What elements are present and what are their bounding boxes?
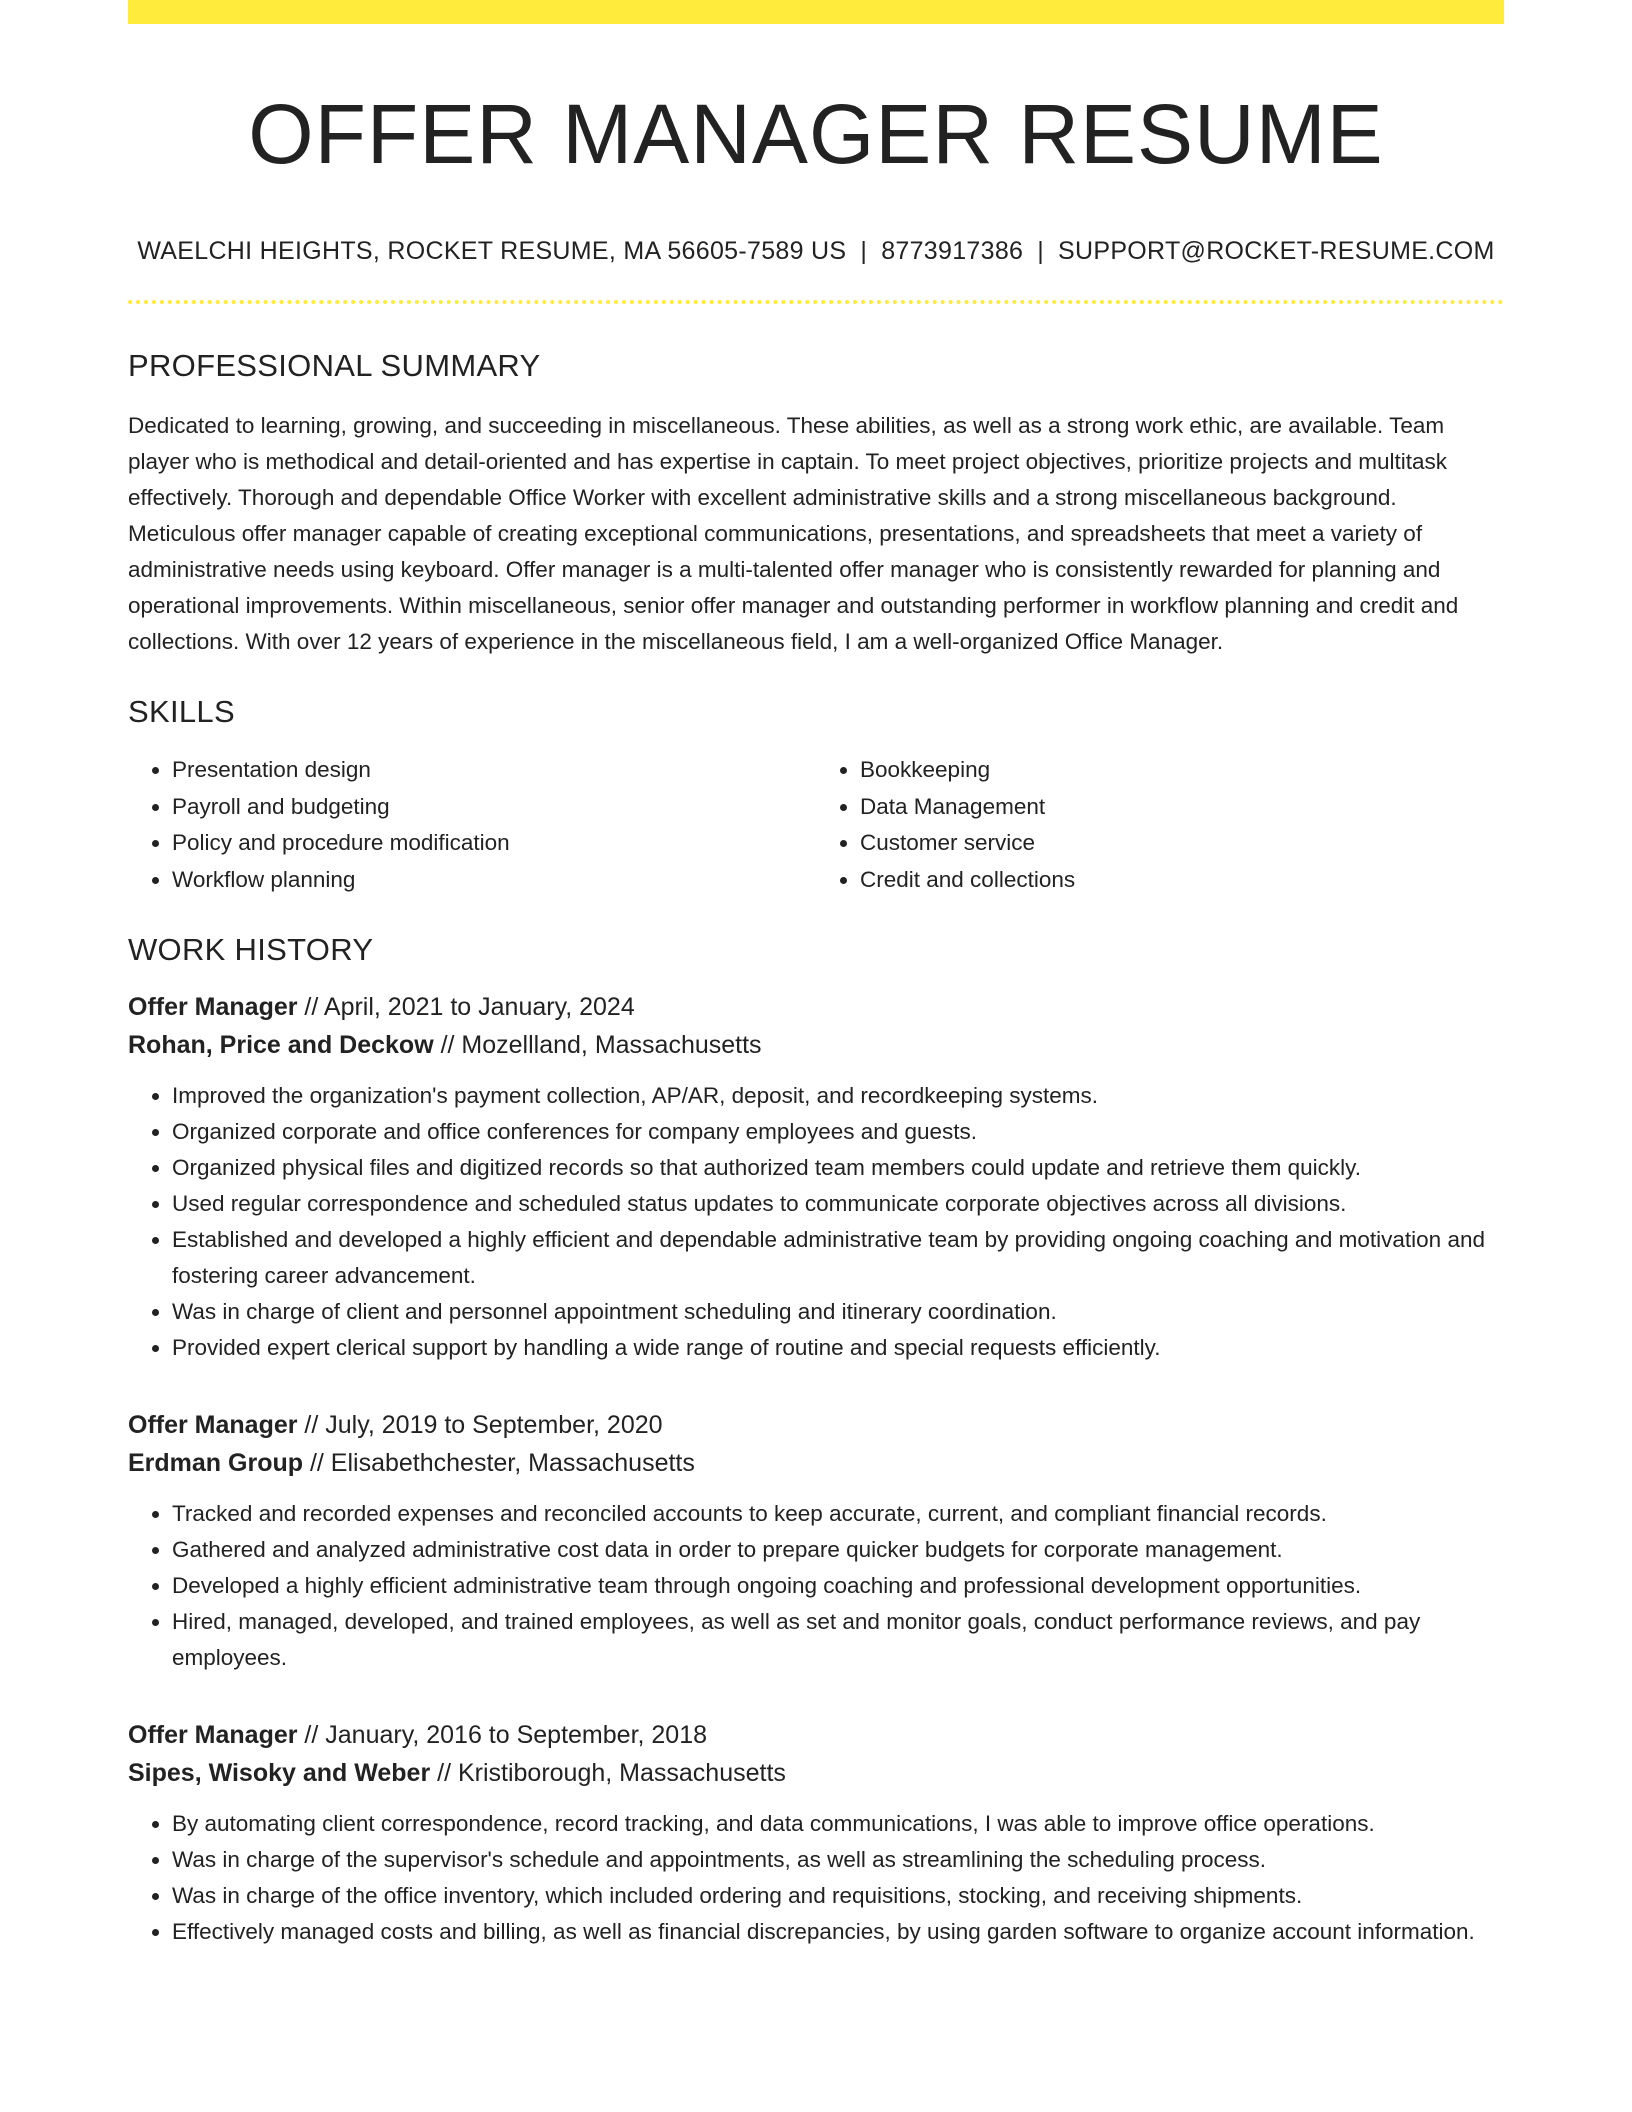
top-accent-bar: [128, 0, 1504, 24]
skill-item: • Payroll and budgeting: [172, 789, 816, 826]
job-title: Offer Manager: [128, 1721, 298, 1749]
job-bullets: [128, 1496, 1504, 1676]
job-dates: // January, 2016 to September, 2018: [297, 1721, 708, 1749]
skills-left-column: [128, 752, 816, 898]
contact-email: SUPPORT@ROCKET-RESUME.COM: [1058, 237, 1495, 265]
job-company-line: [128, 1026, 1504, 1064]
job-bullet: • Was in charge of the office inventory, which included ordering and requisitions, stocking, and receiving shipments.: [172, 1878, 1504, 1914]
job-bullet: • Used regular correspondence and scheduled status updates to communicate corporate objectives across all divisions.: [172, 1186, 1504, 1222]
job-bullet: • By automating client correspondence, record tracking, and data communications, I was able to improve office operations.: [172, 1806, 1504, 1842]
job-bullet: • Established and developed a highly efficient and dependable administrative team by providing ongoing coaching and motivation and fostering career advancement.: [172, 1222, 1504, 1294]
job-bullet: • Was in charge of client and personnel appointment scheduling and itinerary coordination.: [172, 1294, 1504, 1330]
job-dates: // April, 2021 to January, 2024: [297, 993, 635, 1021]
resume-page: [128, 0, 1504, 1950]
job-entry: [128, 1716, 1504, 1950]
job-bullets: [128, 1078, 1504, 1366]
skill-item: • Credit and collections: [860, 862, 1504, 899]
job-title-line: [128, 988, 1504, 1026]
skill-item: • Data Management: [860, 789, 1504, 826]
skill-item: • Workflow planning: [172, 862, 816, 899]
job-location: // Elisabethchester, Massachusetts: [303, 1449, 695, 1477]
skills-grid: [128, 752, 1504, 898]
job-entry: [128, 1406, 1504, 1676]
job-bullet: • Effectively managed costs and billing, as well as financial discrepancies, by using garden software to organize account information.: [172, 1914, 1504, 1950]
skill-item: • Bookkeeping: [860, 752, 1504, 789]
work-history-heading: WORK HISTORY: [128, 932, 374, 967]
job-company-line: [128, 1754, 1504, 1792]
contact-separator: |: [860, 237, 868, 265]
skill-item: • Policy and procedure modification: [172, 825, 816, 862]
job-company: Erdman Group: [128, 1449, 304, 1477]
job-bullets: [128, 1806, 1504, 1950]
contact-address: WAELCHI HEIGHTS, ROCKET RESUME, MA 56605-7589 US: [137, 237, 847, 265]
job-location: // Kristiborough, Massachusetts: [430, 1759, 786, 1787]
job-company: Rohan, Price and Deckow: [128, 1031, 434, 1059]
job-title: Offer Manager: [128, 993, 298, 1021]
job-bullet: • Provided expert clerical support by handling a wide range of routine and special requests efficiently.: [172, 1330, 1504, 1366]
job-title-line: [128, 1406, 1504, 1444]
contact-separator: |: [1037, 237, 1045, 265]
job-company: Sipes, Wisoky and Weber: [128, 1759, 431, 1787]
job-location: // Mozellland, Massachusetts: [433, 1031, 762, 1059]
summary-heading: PROFESSIONAL SUMMARY: [128, 348, 541, 383]
contact-line: [128, 236, 1504, 266]
job-bullet: • Gathered and analyzed administrative cost data in order to prepare quicker budgets for corporate management.: [172, 1532, 1504, 1568]
dotted-divider: [128, 300, 1504, 304]
job-bullet: • Developed a highly efficient administrative team through ongoing coaching and professional development opportunities.: [172, 1568, 1504, 1604]
job-bullet: • Hired, managed, developed, and trained employees, as well as set and monitor goals, conduct performance reviews, and pay employees.: [172, 1604, 1504, 1676]
job-bullet: • Organized corporate and office conferences for company employees and guests.: [172, 1114, 1504, 1150]
job-bullet: • Was in charge of the supervisor's schedule and appointments, as well as streamlining the scheduling process.: [172, 1842, 1504, 1878]
job-bullet: • Organized physical files and digitized records so that authorized team members could update and retrieve them quickly.: [172, 1150, 1504, 1186]
job-title-line: [128, 1716, 1504, 1754]
resume-title: OFFER MANAGER RESUME: [248, 87, 1384, 181]
job-bullet: • Improved the organization's payment collection, AP/AR, deposit, and recordkeeping systems.: [172, 1078, 1504, 1114]
skills-heading: SKILLS: [128, 694, 235, 729]
job-company-line: [128, 1444, 1504, 1482]
summary-text: Dedicated to learning, growing, and succeeding in miscellaneous. These abilities, as well as a strong work ethic, are available. Team player who is methodical and detail-oriented and has expertise in captain. To meet project objectives, prioritize projects and multitask effectively. Thorough and dependable Office Worker with excellent administrative skills and a strong miscellaneous background. Meticulous offer manager capable of creating exceptional communications, presentations, and spreadsheets that meet a variety of administrative needs using keyboard. Offer manager is a multi-talented offer manager who is consistently rewarded for planning and operational improvements. Within miscellaneous, senior offer manager and outstanding performer in workflow planning and credit and collections. With over 12 years of experience in the miscellaneous field, I am a well-organized Office Manager.: [128, 413, 1459, 654]
skill-item: • Customer service: [860, 825, 1504, 862]
contact-phone: 8773917386: [881, 237, 1024, 265]
job-entry: [128, 988, 1504, 1366]
job-title: Offer Manager: [128, 1411, 298, 1439]
job-bullet: • Tracked and recorded expenses and reconciled accounts to keep accurate, current, and compliant financial records.: [172, 1496, 1504, 1532]
job-dates: // July, 2019 to September, 2020: [297, 1411, 663, 1439]
skill-item: • Presentation design: [172, 752, 816, 789]
skills-right-column: [816, 752, 1504, 898]
